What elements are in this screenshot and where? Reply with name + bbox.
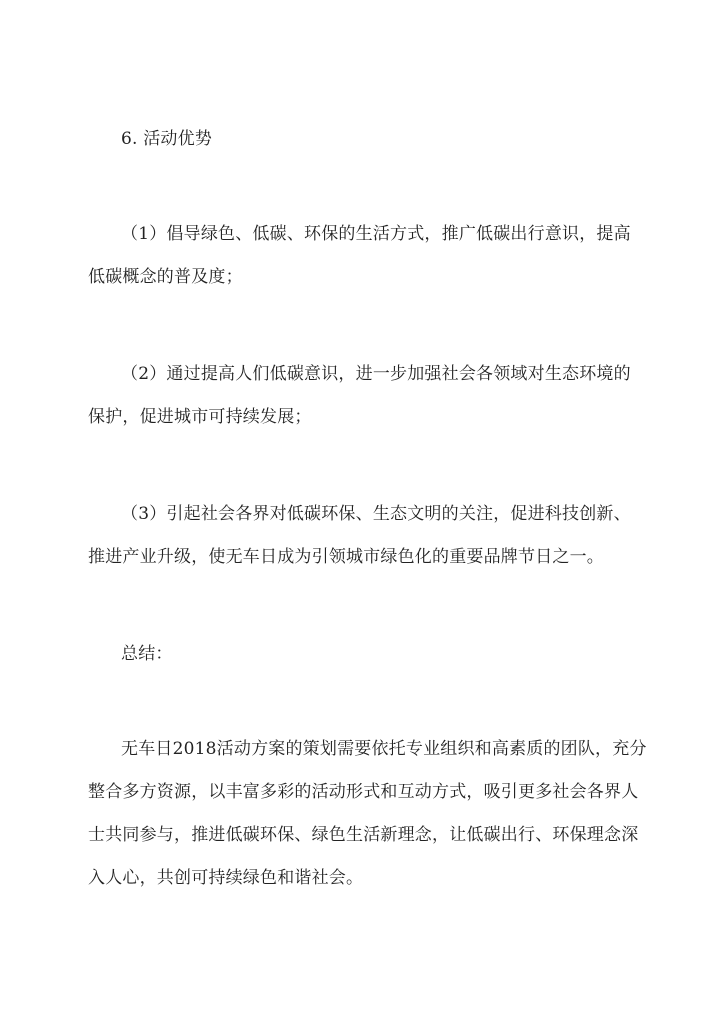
- paragraph-line: 保护，促进城市可持续发展；: [88, 407, 312, 427]
- paragraph-line: （1）倡导绿色、低碳、环保的生活方式，推广低碳出行意识，提高: [121, 224, 631, 244]
- paragraph-line: 入人心，共创可持续绿色和谐社会。: [88, 868, 364, 888]
- paragraph-line: （3）引起社会各界对低碳环保、生态文明的关注，促进科技创新、: [121, 504, 631, 524]
- paragraph-line: 士共同参与，推进低碳环保、绿色生活新理念，让低碳出行、环保理念深: [88, 825, 639, 845]
- paragraph-line: （2）通过提高人们低碳意识，进一步加强社会各领域对生态环境的: [121, 364, 631, 384]
- paragraph-line: 低碳概念的普及度；: [88, 267, 243, 287]
- section-heading: 6. 活动优势: [121, 129, 213, 149]
- paragraph-line: 推进产业升级，使无车日成为引领城市绿色化的重要品牌节日之一。: [88, 547, 604, 567]
- paragraph-line: 整合多方资源，以丰富多彩的活动形式和互动方式，吸引更多社会各界人: [88, 782, 639, 802]
- summary-heading: 总结：: [121, 644, 173, 664]
- paragraph-line: 无车日2018活动方案的策划需要依托专业组织和高素质的团队，充分: [121, 739, 647, 759]
